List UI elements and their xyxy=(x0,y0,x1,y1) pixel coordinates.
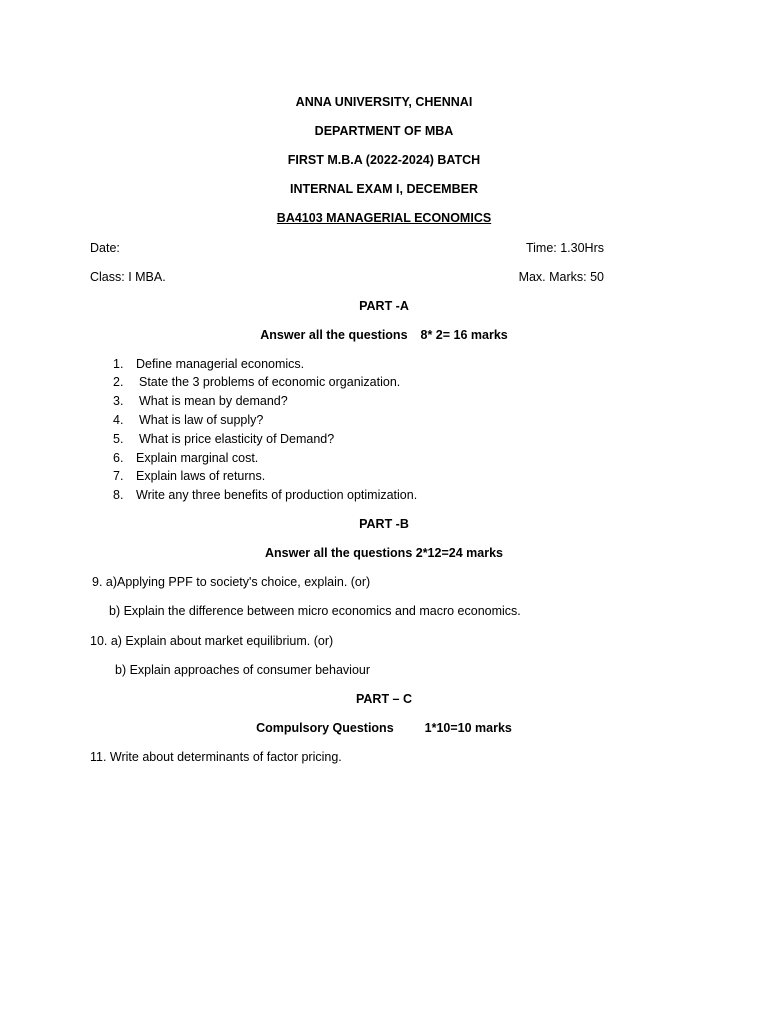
part-a-instruction xyxy=(0,327,768,343)
question-text: State the 3 problems of economic organization. xyxy=(139,375,401,389)
part-b-instruction: Answer all the questions 2*12=24 marks xyxy=(265,546,503,560)
question-text: Write any three benefits of production optimization. xyxy=(136,488,418,502)
question-10b: b) Explain approaches of consumer behaviour xyxy=(115,663,371,677)
question-number: 1. xyxy=(113,357,124,371)
question-text: Define managerial economics. xyxy=(136,357,305,371)
part-b-title: PART -B xyxy=(359,517,409,531)
question-9a: 9. a)Applying PPF to society's choice, explain. (or) xyxy=(92,575,371,589)
part-c-instruction-marks: 1*10=10 marks xyxy=(424,721,512,735)
question-number: 5. xyxy=(113,432,124,446)
time-label: Time: 1.30Hrs xyxy=(525,241,604,255)
question-number: 4. xyxy=(113,413,124,427)
course-title xyxy=(0,210,768,226)
question-number: 3. xyxy=(113,394,124,408)
question-text: What is price elasticity of Demand? xyxy=(139,432,335,446)
department-name: DEPARTMENT OF MBA xyxy=(314,124,454,138)
date-label: Date: xyxy=(90,241,120,255)
batch-title: FIRST M.B.A (2022-2024) BATCH xyxy=(287,153,481,167)
part-c-instruction xyxy=(0,720,768,736)
question-number: 6. xyxy=(113,451,124,465)
question-10a: 10. a) Explain about market equilibrium. (or) xyxy=(90,634,334,648)
part-a-title: PART -A xyxy=(359,299,409,313)
part-a-instruction-marks: 8* 2= 16 marks xyxy=(420,328,508,342)
part-c-instruction-text: Compulsory Questions xyxy=(256,721,394,735)
course-title-text: BA4103 MANAGERIAL ECONOMICS xyxy=(276,211,492,225)
exam-title: INTERNAL EXAM I, DECEMBER xyxy=(290,182,478,196)
university-name: ANNA UNIVERSITY, CHENNAI xyxy=(295,95,473,109)
part-c-title: PART – C xyxy=(355,692,413,706)
question-number: 8. xyxy=(113,488,124,502)
question-number: 2. xyxy=(113,375,124,389)
question-text: What is law of supply? xyxy=(139,413,264,427)
question-text: Explain marginal cost. xyxy=(136,451,259,465)
question-text: What is mean by demand? xyxy=(139,394,288,408)
max-marks-label: Max. Marks: 50 xyxy=(518,270,604,284)
question-9b: b) Explain the difference between micro economics and macro economics. xyxy=(109,604,521,618)
part-a-instruction-text: Answer all the questions xyxy=(260,328,408,342)
question-number: 7. xyxy=(113,469,124,483)
class-label: Class: I MBA. xyxy=(90,270,166,284)
question-11: 11. Write about determinants of factor pricing. xyxy=(90,750,342,764)
question-text: Explain laws of returns. xyxy=(136,469,266,483)
